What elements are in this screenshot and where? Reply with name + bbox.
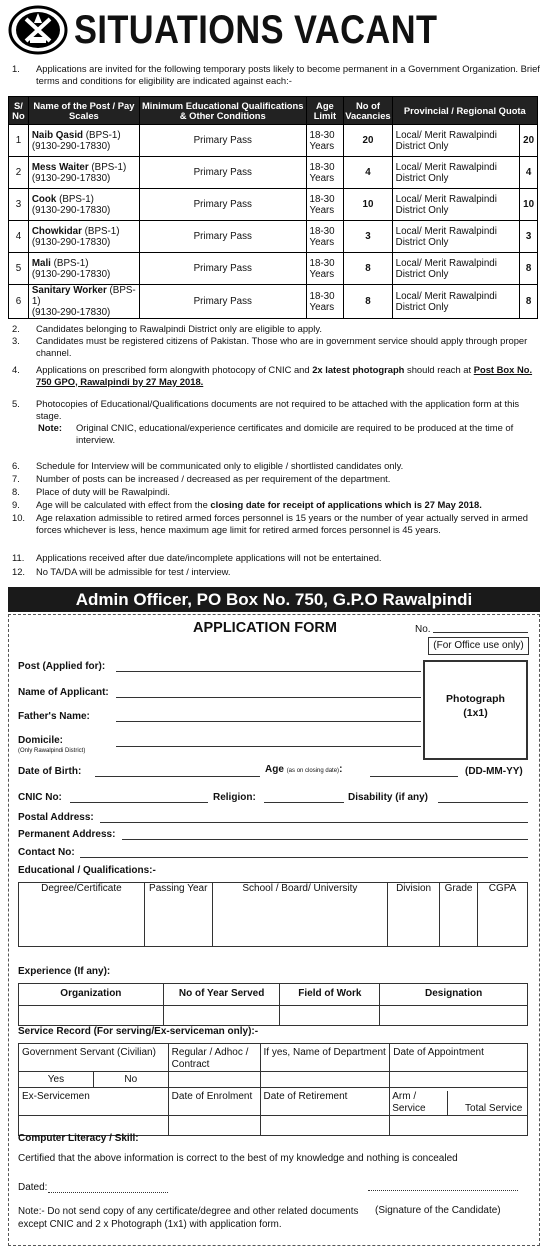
cell-post: Chowkidar (BPS-1) (9130-290-17830)	[28, 221, 139, 253]
cell-quota: Local/ Merit Rawalpindi District Only	[392, 285, 520, 319]
exp-cell[interactable]	[163, 1006, 280, 1026]
svc-total-label: Total Service	[465, 1103, 523, 1114]
page-title: SITUATIONS VACANT	[74, 7, 438, 52]
term-7: 7. Number of posts can be increased / decreased as per requirement of the department.	[12, 473, 391, 484]
svc-cell[interactable]	[168, 1072, 260, 1088]
cell-sno: 6	[9, 285, 29, 319]
cell-qualification: Primary Pass	[139, 189, 306, 221]
dob-label: Date of Birth:	[18, 766, 82, 777]
cell-quota-number: 8	[520, 285, 538, 319]
signature-field[interactable]	[368, 1190, 518, 1191]
cell-post: Mali (BPS-1) (9130-290-17830)	[28, 253, 139, 285]
cell-vacancies: 8	[344, 285, 392, 319]
form-no-label: No.	[415, 624, 431, 635]
cell-post: Naib Qasid (BPS-1) (9130-290-17830)	[28, 125, 139, 157]
svc-arm: Arm / Service	[390, 1091, 448, 1115]
dated-label: Dated:	[18, 1182, 48, 1193]
cell-vacancies: 3	[344, 221, 392, 253]
form-title: APPLICATION FORM	[193, 620, 337, 636]
cell-vacancies: 20	[344, 125, 392, 157]
intro-paragraph: 1. Applications are invited for the following temporary posts likely to become permanent in a Government Organization. Brief terms and conditions for eligibility are indicated against each:-	[12, 63, 540, 86]
cell-quota: Local/ Merit Rawalpindi District Only	[392, 221, 520, 253]
disability-label: Disability (if any)	[348, 792, 429, 803]
table-row	[9, 189, 538, 221]
experience-label: Experience (If any):	[18, 966, 111, 977]
table-header-row	[9, 97, 538, 125]
cell-sno: 1	[9, 125, 29, 157]
cell-age: 18-30 Years	[306, 189, 344, 221]
cell-qualification: Primary Pass	[139, 221, 306, 253]
cell-quota: Local/ Merit Rawalpindi District Only	[392, 189, 520, 221]
svc-department: If yes, Name of Department	[260, 1044, 390, 1072]
cnic-field[interactable]	[70, 802, 208, 803]
contact-field[interactable]	[80, 857, 528, 858]
education-table	[18, 882, 528, 947]
table-row	[9, 221, 538, 253]
father-name-field[interactable]	[116, 721, 421, 722]
cell-qualification: Primary Pass	[139, 125, 306, 157]
post-field[interactable]	[116, 671, 421, 672]
edu-col-school: School / Board/ University	[212, 883, 387, 947]
term-4: 4. Applications on prescribed form alongwith photocopy of CNIC and 2x latest photograph should reach at Post Box No. 750 GPO, Rawalpindi by 27 May 2018.	[12, 364, 533, 387]
cell-qualification: Primary Pass	[139, 253, 306, 285]
crest-emblem-icon	[6, 5, 70, 55]
exp-cell[interactable]	[380, 1006, 528, 1026]
cell-qualification: Primary Pass	[139, 285, 306, 319]
exp-col-designation: Designation	[380, 984, 528, 1006]
cell-quota: Local/ Merit Rawalpindi District Only	[392, 157, 520, 189]
col-post: Name of the Post / Pay Scales	[28, 97, 139, 125]
cell-age: 18-30 Years	[306, 157, 344, 189]
term-note: Note: Original CNIC, educational/experience certificates and domicile are required to be produced at the time of interview.	[38, 422, 514, 445]
exp-col-field: Field of Work	[280, 984, 380, 1006]
cell-age: 18-30 Years	[306, 285, 344, 319]
term-12: 12. No TA/DA will be admissible for test / interview.	[12, 566, 231, 577]
term-5: 5. Photocopies of Educational/Qualifications documents are not required to be attached with the application form at this stage.	[12, 398, 520, 421]
term-6: 6. Schedule for Interview will be communicated only to eligible / shortlisted candidates only.	[12, 460, 404, 471]
cell-sno: 4	[9, 221, 29, 253]
service-record-label: Service Record (For serving/Ex-serviceman only):-	[18, 1026, 259, 1037]
father-name-label: Father's Name:	[18, 711, 90, 722]
post-label: Post (Applied for):	[18, 661, 106, 672]
cell-vacancies: 10	[344, 189, 392, 221]
cell-qualification: Primary Pass	[139, 157, 306, 189]
signature-label: (Signature of the Candidate)	[375, 1205, 501, 1216]
header	[6, 4, 544, 56]
cell-post: Mess Waiter (BPS-1) (9130-290-17830)	[28, 157, 139, 189]
cell-age: 18-30 Years	[306, 125, 344, 157]
term-2: 2. Candidates belonging to Rawalpindi District only are eligible to apply.	[12, 323, 322, 334]
svc-enrolment: Date of Enrolment	[168, 1088, 260, 1116]
exp-col-organization: Organization	[19, 984, 164, 1006]
photograph-box[interactable]: Photograph (1x1)	[423, 660, 528, 760]
postal-address-label: Postal Address:	[18, 812, 94, 823]
permanent-address-label: Permanent Address:	[18, 829, 116, 840]
domicile-field[interactable]	[116, 746, 421, 747]
age-field[interactable]	[370, 776, 458, 777]
col-quota: Provincial / Regional Quota	[392, 97, 537, 125]
term-9: 9. Age will be calculated with effect from the closing date for receipt of applications which is 27 May 2018.	[12, 499, 482, 510]
cell-quota-number: 10	[520, 189, 538, 221]
education-label: Educational / Qualifications:-	[18, 865, 156, 876]
svc-cell[interactable]	[390, 1072, 528, 1088]
term-8: 8. Place of duty will be Rawalpindi.	[12, 486, 170, 497]
cell-age: 18-30 Years	[306, 253, 344, 285]
svc-cell[interactable]	[260, 1072, 390, 1088]
applicant-name-label: Name of Applicant:	[18, 687, 109, 698]
cell-vacancies: 4	[344, 157, 392, 189]
col-age: Age Limit	[306, 97, 344, 125]
cell-post: Cook (BPS-1) (9130-290-17830)	[28, 189, 139, 221]
experience-table	[18, 983, 528, 1026]
exp-cell[interactable]	[19, 1006, 164, 1026]
vacancies-table	[8, 96, 538, 319]
col-sno: S/ No	[9, 97, 29, 125]
domicile-note: (Only Rawalpindi District)	[18, 748, 86, 754]
svc-cell[interactable]	[168, 1116, 260, 1136]
svc-ex-servicemen: Ex-Servicemen	[19, 1088, 169, 1116]
svc-govt-servant: Government Servant (Civilian)	[19, 1044, 169, 1072]
term-3: 3. Candidates must be registered citizens of Pakistan. Those who are in government service should apply through proper channel.	[12, 335, 528, 358]
applicant-name-field[interactable]	[116, 697, 421, 698]
svc-cell[interactable]	[390, 1116, 528, 1136]
svc-total	[390, 1088, 528, 1116]
col-vacancies: No of Vacancies	[344, 97, 392, 125]
form-note: Note:- Do not send copy of any certificate/degree and other related documents except CNIC and 2 x Photograph (1x1) with application form.	[18, 1206, 359, 1230]
svc-yes[interactable]: Yes	[19, 1072, 94, 1088]
exp-cell[interactable]	[280, 1006, 380, 1026]
cnic-label: CNIC No:	[18, 792, 62, 803]
contact-label: Contact No:	[18, 847, 75, 858]
table-row	[9, 253, 538, 285]
cell-quota-number: 3	[520, 221, 538, 253]
computer-literacy-label: Computer Literacy / Skill:	[18, 1133, 139, 1144]
postal-address-field[interactable]	[100, 822, 528, 823]
cell-quota-number: 20	[520, 125, 538, 157]
exp-col-years: No of Year Served	[163, 984, 280, 1006]
religion-label: Religion:	[213, 792, 256, 803]
disability-field[interactable]	[438, 802, 528, 803]
cell-quota-number: 8	[520, 253, 538, 285]
dated-field[interactable]	[48, 1192, 168, 1193]
table-row	[9, 125, 538, 157]
admin-address-banner: Admin Officer, PO Box No. 750, G.P.O Rawalpindi	[8, 587, 540, 612]
edu-col-grade: Grade	[440, 883, 478, 947]
svc-appointment: Date of Appointment	[390, 1044, 528, 1072]
religion-field[interactable]	[264, 802, 344, 803]
table-row	[9, 157, 538, 189]
cell-quota: Local/ Merit Rawalpindi District Only	[392, 125, 520, 157]
svc-cell[interactable]	[260, 1116, 390, 1136]
table-row	[9, 285, 538, 319]
edu-col-cgpa: CGPA	[478, 883, 528, 947]
office-use-box: (For Office use only)	[428, 637, 529, 655]
edu-col-degree: Degree/Certificate	[19, 883, 145, 947]
cell-sno: 3	[9, 189, 29, 221]
svc-retirement: Date of Retirement	[260, 1088, 390, 1116]
date-format-label: (DD-MM-YY)	[465, 766, 523, 777]
cell-age: 18-30 Years	[306, 221, 344, 253]
col-qualification: Minimum Educational Qualifications & Other Conditions	[139, 97, 306, 125]
svc-regular: Regular / Adhoc / Contract	[168, 1044, 260, 1072]
term-10: 10. Age relaxation admissible to retired armed forces personnel is 15 years or the number of year actually served in armed forces whichever is less, hence maximum age limit for retired armed forces personnel is 45 years.	[12, 512, 528, 535]
certification-text: Certified that the above information is correct to the best of my knowledge and nothing is concealed	[18, 1153, 458, 1164]
age-label: Age (as on closing date):	[265, 764, 343, 775]
permanent-address-field[interactable]	[122, 839, 528, 840]
cell-quota: Local/ Merit Rawalpindi District Only	[392, 253, 520, 285]
cell-sno: 5	[9, 253, 29, 285]
domicile-label: Domicile:	[18, 735, 64, 746]
cell-sno: 2	[9, 157, 29, 189]
service-record-table	[18, 1043, 528, 1136]
cell-vacancies: 8	[344, 253, 392, 285]
svc-no[interactable]: No	[93, 1072, 168, 1088]
cell-post: Sanitary Worker (BPS-1) (9130-290-17830)	[28, 285, 139, 319]
edu-col-division: Division	[388, 883, 440, 947]
term-11: 11. Applications received after due date/incomplete applications will not be entertained.	[12, 552, 382, 563]
dob-field[interactable]	[95, 776, 260, 777]
cell-quota-number: 4	[520, 157, 538, 189]
form-no-field[interactable]	[433, 632, 528, 633]
edu-col-year: Passing Year	[144, 883, 212, 947]
